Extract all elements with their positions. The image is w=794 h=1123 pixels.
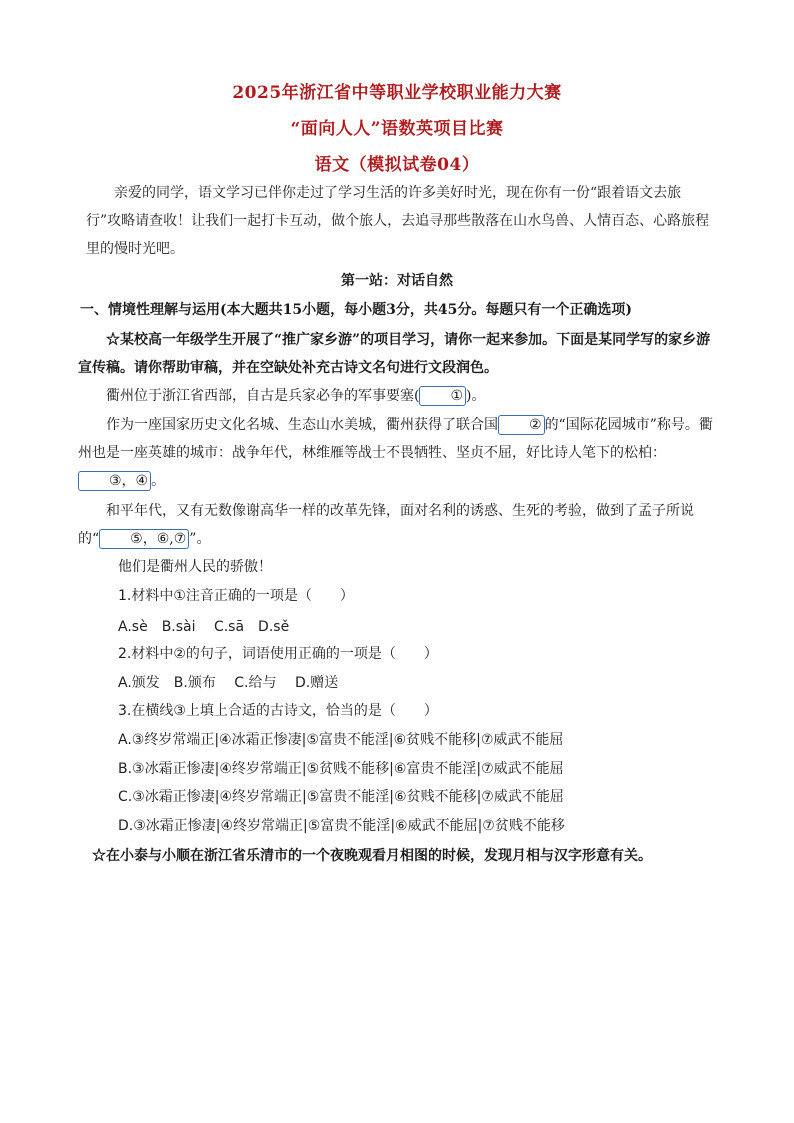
question-3-option-a: A.③终岁常端正|④冰霜正惨凄|⑤富贵不能淫|⑥贫贱不能移|⑦威武不能屈 xyxy=(118,732,564,748)
exam-paper-name: 语文（模拟试卷04） xyxy=(314,155,480,175)
blank-marker: ⑤，⑥,⑦ xyxy=(99,529,189,549)
section-heading: 一、情境性理解与运用(本大题共15小题，每小题3分，共45分。每题只有一个正确选项) xyxy=(80,302,632,318)
material-paragraph-3 xyxy=(78,497,714,553)
material-paragraph-1 xyxy=(78,382,714,410)
blank-marker: ② xyxy=(498,415,545,435)
blank-marker: ③，④ xyxy=(78,471,151,491)
question-2-options: A.颁发 B.颁布 C.给与 D.赠送 xyxy=(118,675,339,691)
exam-subtitle: “面向人人”语数英项目比赛 xyxy=(290,119,504,139)
material-text: 。 xyxy=(151,473,166,489)
intro-paragraph: 亲爱的同学，语文学习已伴你走过了学习生活的许多美好时光，现在你有一份“跟着语文去旅行”攻略请查收！让我们一起打卡互动，做个旅人，去追寻那些散落在山水鸟兽、人情百态、心路旅程里的慢时光吧。 xyxy=(86,185,710,257)
question-1-options: A.sè B.sài C.sā D.sě xyxy=(118,619,290,635)
material-text: )。 xyxy=(466,388,486,404)
question-2-stem: 2.材料中②的句子，词语使用正确的一项是（ ） xyxy=(118,646,438,662)
question-3-stem: 3.在横线③上填上合适的古诗文，恰当的是（ ） xyxy=(118,703,438,719)
exam-title: 2025年浙江省中等职业学校职业能力大赛 xyxy=(232,83,562,103)
material-text: ”。 xyxy=(189,531,211,547)
task-2-instruction: ☆在小泰与小顺在浙江省乐清市的一个夜晚观看月相图的时候，发现月相与汉字形意有关。 xyxy=(92,848,652,864)
material-paragraph-4: 他们是衢州人民的骄傲！ xyxy=(118,559,272,575)
question-3-option-c: C.③冰霜正惨凄|④终岁常端正|⑤富贵不能淫|⑥贫贱不能移|⑦威武不能屈 xyxy=(118,789,564,805)
material-paragraph-2 xyxy=(78,411,714,495)
question-3-option-b: B.③冰霜正惨凄|④终岁常端正|⑤贫贱不能移|⑥富贵不能淫|⑦威武不能屈 xyxy=(118,761,564,777)
question-1-stem: 1.材料中①注音正确的一项是（ ） xyxy=(118,588,354,604)
material-text: 衢州位于浙江省西部，自古是兵家必争的军事要塞( xyxy=(106,388,420,404)
station-heading: 第一站：对话自然 xyxy=(341,273,453,289)
question-3-option-d: D.③冰霜正惨凄|④终岁常端正|⑤富贵不能淫|⑥威武不能屈|⑦贫贱不能移 xyxy=(118,818,565,834)
task-instruction: ☆某校高一年级学生开展了“推广家乡游”的项目学习，请你一起来参加。下面是某同学写的家乡游宣传稿。请你帮助审稿，并在空缺处补充古诗文名句进行文段润色。 xyxy=(78,332,711,376)
material-text: 的“国际花园城市”称号。衢州也是一座英雄的城市：战争年代，林维雁等战士不畏牺牲、坚贞不屈，好比诗人笔下的松柏： xyxy=(78,417,713,461)
blank-marker: ① xyxy=(419,386,466,406)
material-text: 和平年代，又有无数像谢高华一样的改革先锋，面对名利的诱惑、生死的考验，做到了孟子所说的“ xyxy=(78,503,694,547)
material-text: 作为一座国家历史文化名城、生态山水美城，衢州获得了联合国 xyxy=(106,417,498,433)
